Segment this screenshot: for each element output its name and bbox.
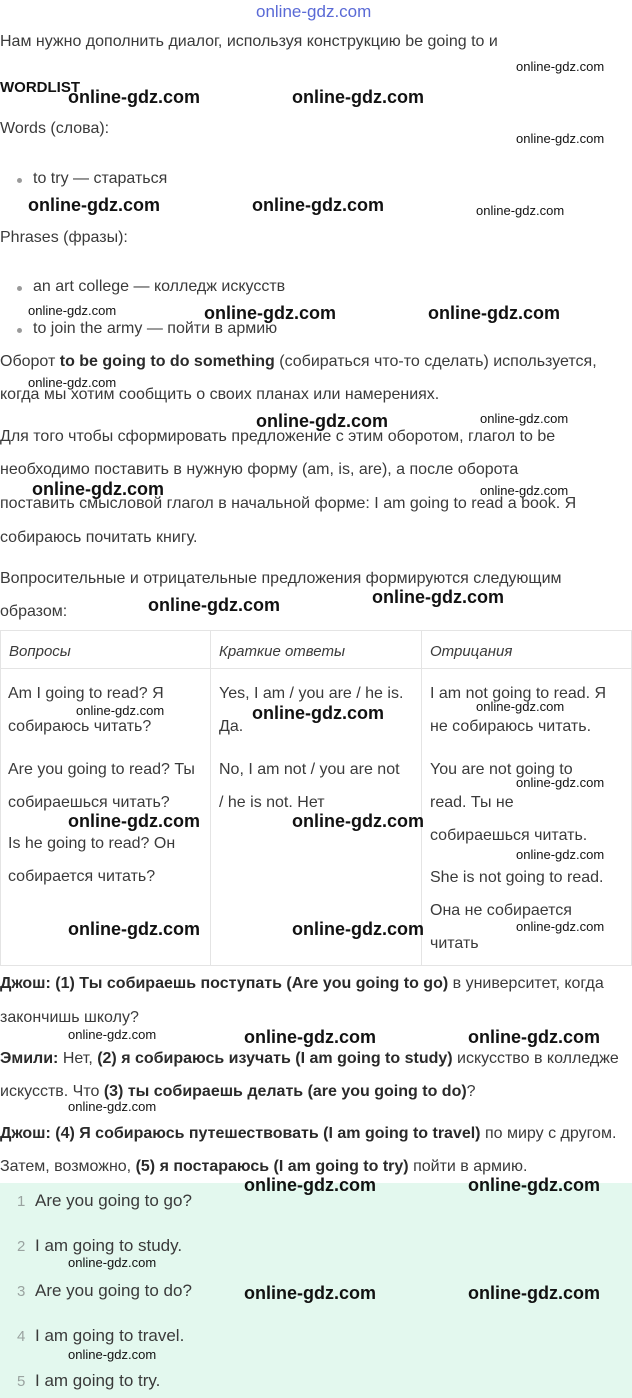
table-cell: You are not going to [430,761,573,778]
table-cell: I am not going to read. Я [430,685,607,702]
watermark: online-gdz.com [476,699,565,714]
watermark: online-gdz.com [68,1027,157,1042]
explanation-p2-line2: необходимо поставить в нужную форму (am, is, are), а после оборота [0,461,519,478]
explanation-p3-line2: образом: [0,603,68,620]
watermark: online-gdz.com [32,479,164,499]
answer-number: 2 [17,1238,26,1255]
table-cell: читать [430,935,479,952]
watermark: online-gdz.com [292,919,424,939]
watermark: online-gdz.com [68,1099,157,1114]
table-cell: / he is not. Нет [219,794,325,811]
table-header-negatives: Отрицания [430,643,513,660]
table-cell: Она не собирается [430,902,572,919]
intro-line: Нам нужно дополнить диалог, используя конструкцию be going to и [0,33,498,50]
watermark: online-gdz.com [476,203,565,218]
watermark: online-gdz.com [76,703,165,718]
watermark: online-gdz.com [256,411,388,431]
bullet-icon [17,286,22,291]
dialog-josh-2: Джош: (4) Я собираюсь путешествовать (I am going to travel) по миру с другом. [0,1125,617,1142]
table-cell: read. Ты не [430,794,514,811]
table-cell: She is not going to read. [430,869,604,886]
watermark: online-gdz.com [516,131,605,146]
table-cell: собираешься читать? [8,794,170,811]
explanation-p2-line4: собираюсь почитать книгу. [0,529,198,546]
answer-number: 1 [17,1193,26,1210]
table-cell: Да. [219,718,244,735]
watermark: online-gdz.com [28,375,117,390]
table-cell: собираюсь читать? [8,718,152,735]
bullet-icon [17,178,22,183]
dialog-emily-line2: искусств. Что (3) ты собираешь делать (are you going to do)? [0,1083,476,1100]
watermark: online-gdz.com [68,811,200,831]
watermark: online-gdz.com [428,303,560,323]
watermark: online-gdz.com [468,1175,600,1195]
table-header-questions: Вопросы [9,643,71,660]
table-cell: не собираюсь читать. [430,718,592,735]
bullet-icon [17,328,22,333]
grammar-table [0,630,632,966]
phrases-label: Phrases (фразы): [0,229,128,246]
table-cell: собираешься читать. [430,827,588,844]
watermark: online-gdz.com [148,595,280,615]
watermark: online-gdz.com [252,195,384,215]
watermark: online-gdz.com [252,703,384,723]
watermark: online-gdz.com [480,483,569,498]
dialog-josh-2-line2: Затем, возможно, (5) я постараюсь (I am going to try) пойти в армию. [0,1158,528,1175]
watermark: online-gdz.com [28,195,160,215]
watermark: online-gdz.com [244,1027,376,1047]
explanation-p2-line1: Для того чтобы сформировать предложение с этим оборотом, глагол to be [0,428,556,445]
answer-text: Are you going to do? [35,1281,192,1300]
answer-text: I am going to try. [35,1371,161,1390]
answer-number: 4 [17,1328,26,1345]
answer-text: I am going to study. [35,1236,183,1255]
watermark: online-gdz.com [516,847,605,862]
header-watermark: online-gdz.com [256,2,372,21]
wordlist-title: WORDLIST [0,79,80,96]
answer-number: 5 [17,1373,26,1390]
answer-text: I am going to travel. [35,1326,185,1345]
explanation-p1-line2: когда мы хотим сообщить о своих планах или намерениях. [0,386,440,403]
watermark: online-gdz.com [292,811,424,831]
table-cell: Is he going to read? Он [8,835,176,852]
dialog-josh-1: Джош: (1) Ты собираешь поступать (Are you going to go) в университет, когда [0,975,604,992]
answer-text: Are you going to go? [35,1191,192,1210]
word-item: to try — стараться [33,170,168,187]
explanation-p3-line1: Вопросительные и отрицательные предложения формируются следующим [0,570,562,587]
table-cell: Are you going to read? Ты [8,761,195,778]
watermark: online-gdz.com [516,775,605,790]
words-label: Words (слова): [0,120,110,137]
watermark: online-gdz.com [480,411,569,426]
watermark: online-gdz.com [68,87,200,107]
phrase-item: an art college — колледж искусств [33,278,286,295]
watermark: online-gdz.com [292,87,424,107]
watermark: online-gdz.com [68,1255,157,1270]
table-cell: собирается читать? [8,868,156,885]
dialog-josh-1-line2: закончишь школу? [0,1009,139,1026]
dialog-emily: Эмили: Нет, (2) я собираюсь изучать (I am going to study) искусство в колледже [0,1050,619,1067]
watermark: online-gdz.com [204,303,336,323]
table-cell: Yes, I am / you are / he is. [219,685,404,702]
watermark: online-gdz.com [516,59,605,74]
watermark: online-gdz.com [68,1347,157,1362]
watermark: online-gdz.com [28,303,117,318]
explanation-p2-line3: поставить смысловой глагол в начальной форме: I am going to read a book. Я [0,495,577,512]
watermark: online-gdz.com [468,1027,600,1047]
watermark: online-gdz.com [516,919,605,934]
watermark: online-gdz.com [244,1283,376,1303]
watermark: online-gdz.com [372,587,504,607]
watermark: online-gdz.com [244,1175,376,1195]
watermark: online-gdz.com [68,919,200,939]
watermark: online-gdz.com [468,1283,600,1303]
phrase-item: to join the army — пойти в армию [33,320,278,337]
explanation-p1-line1: Оборот to be going to do something (собираться что-то сделать) используется, [0,353,597,370]
table-cell: No, I am not / you are not [219,761,400,778]
table-cell: Am I going to read? Я [8,685,164,702]
table-header-short-answers: Краткие ответы [219,643,345,660]
answer-number: 3 [17,1283,26,1300]
